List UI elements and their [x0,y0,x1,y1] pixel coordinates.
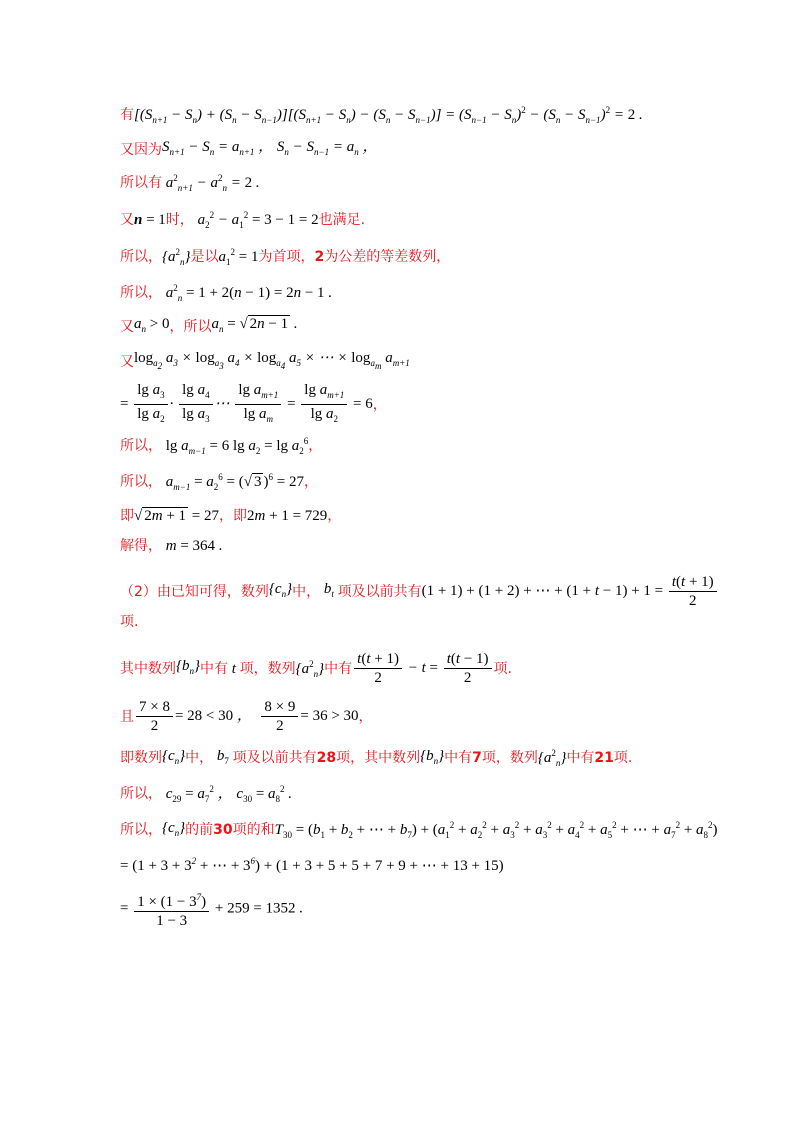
text-suoyi-4: 所以， [120,474,162,490]
formula-14c: (1 + 1) + (1 + 2) + ⋯ + (1 + t − 1) + 1 = $\frac{t(t + 1)}{2}$ [422,573,719,610]
formula-14b: $b_t$ [320,581,334,599]
equation-line-5 [120,242,450,272]
equation-line-4 [120,205,365,235]
formula-18b: $b_7$ [213,747,229,766]
equation-line-9 [120,381,387,428]
formula-7b: $a_n$ = √ 2n − 1 . [211,316,298,334]
text-you2: 又 [120,212,134,228]
equation-line-22 [120,888,303,930]
equation-line-10 [120,431,322,461]
formula-3: $a^2_{n+1} - a^2_n = 2$ . [162,173,260,193]
text-xiangshulie: 项，数列 [481,750,538,766]
text-n30: 30 [213,822,233,838]
text-xiangdehe: 项的和 [232,822,275,838]
text-part2: （2）由已知可得，数列 [120,583,269,600]
text-ji-2: 即 [233,508,248,524]
text-xiangjiyiqiangongyou: 项及以前共有 [337,583,422,600]
formula-21: = ($1 + 3 + 3^2$ + ⋯ + $3^6) + (1 + 3 + 5 + 5 + 7 + 9$ + ⋯ + 13 + 15) [120,856,504,874]
text-comma-6: ， [327,508,342,524]
formula-16d: $\frac{t(t + 1)}{2}$ − t = $\frac{t(t - 1)}{2}$ [352,650,493,687]
formula-2: $S_{n+1} - S_n = a_{n+1}$ ， $S_n - S_{n-1} = a_n$ ， [162,139,378,157]
formula-1: $[(S_{n+1} - S_n) + (S_n - S_{n-1})][(S_{n+1} - S_n) - (S_n - S_{n-1})] = (S_{n-1} - S_n)^2 - (S_n - S_{n-1})^2 = 2$ . [134,105,643,125]
formula-9: = $\frac{\lg a_3}{\lg a_2}$ · $\frac{\lg a_4}{\lg a_3}$ ⋯ $\frac{\lg a_{m+1}}{\lg a_m}$ = $\frac{\lg a_{m+1}}{\lg a_2}$ = 6 [120,382,373,424]
equation-line-21 [120,851,504,876]
formula-20a: $\{c_n\}$ [162,819,186,838]
text-yinwei: 又因为 [120,141,162,158]
formula-18d: $\{a^2_n\}$ [537,748,567,768]
text-zhongyou: 中有 [200,660,228,677]
formula-4a: n = 1 [134,212,166,228]
equation-line-14 [120,573,719,610]
equation-line-19 [120,779,292,809]
text-suoyi-5: 所以， [120,786,162,802]
equation-line-15 [120,612,138,632]
formula-7a: $a_n > 0$ [134,316,170,334]
equation-line-16 [120,650,512,687]
text-suoyi-plain: 所以 [183,318,212,335]
formula-16b: t [228,660,240,677]
text-weishouxiang: 为首项， [258,249,315,265]
formula-13: m = 364 . [162,538,223,554]
formula-14a: $\{c_n\}$ [268,581,293,599]
text-comma-7: ， [358,708,373,725]
text-xiangqizhong: 项，其中数列 [336,750,421,766]
formula-12a: √ 2m + 1 = 27 [134,508,220,524]
equation-line-2 [120,137,378,162]
text-suoyi-2: 所以， [120,285,162,301]
formula-19: $c_{29} = a_7^2$ ， $c_{30} = a_8^2$ . [162,784,293,804]
text-n21: 21 [594,750,614,766]
equation-line-3 [120,168,260,198]
text-n28: 28 [316,750,337,766]
equation-line-8 [120,348,410,376]
formula-11: $a_{m-1} = a_2^6$ = (√ 3 )$^6$ = 27 [162,472,304,492]
text-comma-5: ， [219,508,234,524]
text-shiyi: 是以 [190,249,219,265]
text-comma-3: ， [308,438,323,454]
text-suoyi-3: 所以， [120,438,162,454]
text-weigongcha: 为公差的等差数列， [324,249,451,265]
text-comma-2: ， [372,396,387,413]
equation-line-12 [120,506,341,526]
formula-4b: $a_2^2 - a_1^2 = 3 - 1 = 2$ [193,210,319,230]
text-zhongyou-3: 中有 [444,750,473,766]
equation-line-1 [120,100,643,130]
formula-16c: $\{a^2_n\}$ [295,658,325,679]
formula-18c: $\{b_n\}$ [420,747,445,766]
text-you4: 又 [120,353,134,370]
formula-8: $\log_{a_2} a_3 \times \log_{a_3} a_4 \times \log_{a_4} a_5$ × ⋯ × $\log_{a_m} a_{m+1}$ [134,350,410,371]
text-qizhongshulie: 其中数列 [120,660,176,677]
equation-line-7 [120,314,298,339]
formula-18a: $\{c_n\}$ [162,747,186,766]
text-suoyiyou: 所以有 [120,175,162,191]
formula-16a: $\{b_n\}$ [176,658,200,676]
text-comma-1: ， [169,318,184,335]
text-jishulie: 即数列 [120,750,162,766]
text-suoyi: 所以， [120,249,162,265]
text-xiangcomma: 项，数列 [239,660,296,677]
formula-17: $\frac{7 \times 8}{2}$ = 28 < 30 ， $\frac{8 \times 9}{2}$ = 36 > 30 [134,698,359,735]
equation-line-13 [120,536,223,556]
text-shi: 时， [165,212,194,228]
text-yemanzu: 也满足. [318,212,366,228]
text-jide: 解得， [120,538,162,554]
text-xiangjiyiqian: 项及以前共有 [232,750,317,766]
text-xiang: 项. [120,614,139,630]
text-n7: 7 [472,750,482,766]
equation-line-17 [120,698,373,735]
formula-22: = $\frac{1 \times (1 - 3^7)}{1 - 3}$ + 259 = 1352 . [120,888,303,930]
formula-5b: $a_1^2 = 1$ [218,247,259,267]
text-zhong-2: 中， [185,750,214,766]
text-xiang-3: 项. [613,750,633,766]
text-suoyi-6: 所以， [120,822,162,838]
text-zhongyou-4: 中有 [566,750,595,766]
formula-12b: 2m + 1 = 729 [247,508,328,524]
text-you: 有 [120,107,134,123]
text-qie: 且 [120,708,134,725]
formula-5a: $\{a^2_n\}$ [162,247,191,267]
text-ji: 即 [120,508,134,524]
text-xiang-2: 项. [493,660,513,677]
formula-10: $\lg a_{m-1} = 6$ $\lg a_2 = \lg a_2^6$ [165,436,309,456]
equation-line-20 [120,815,718,845]
text-comma-4: ， [303,474,318,490]
text-de: 的前 [185,822,214,838]
text-zhong: 中， [292,583,321,600]
text-you3: 又 [120,318,134,335]
equation-line-18 [120,743,632,773]
text-zhongyou-2: 中有 [324,660,353,677]
formula-20b: $T_{30} = (b_1 + b_2$ + ⋯ + $b_7) + (a_1^2 + a_2^2 + a_3^2 + a_3^2 + a_4^2 + a_5^2$ + ⋯ + $a_7^2 + a_8^2$) [274,820,718,840]
equation-line-6 [120,278,332,308]
formula-6: $a^2_n = 1 + 2(n - 1) = 2n - 1$ . [162,283,333,303]
text-two: 2 [314,249,325,265]
equation-line-11 [120,467,318,497]
